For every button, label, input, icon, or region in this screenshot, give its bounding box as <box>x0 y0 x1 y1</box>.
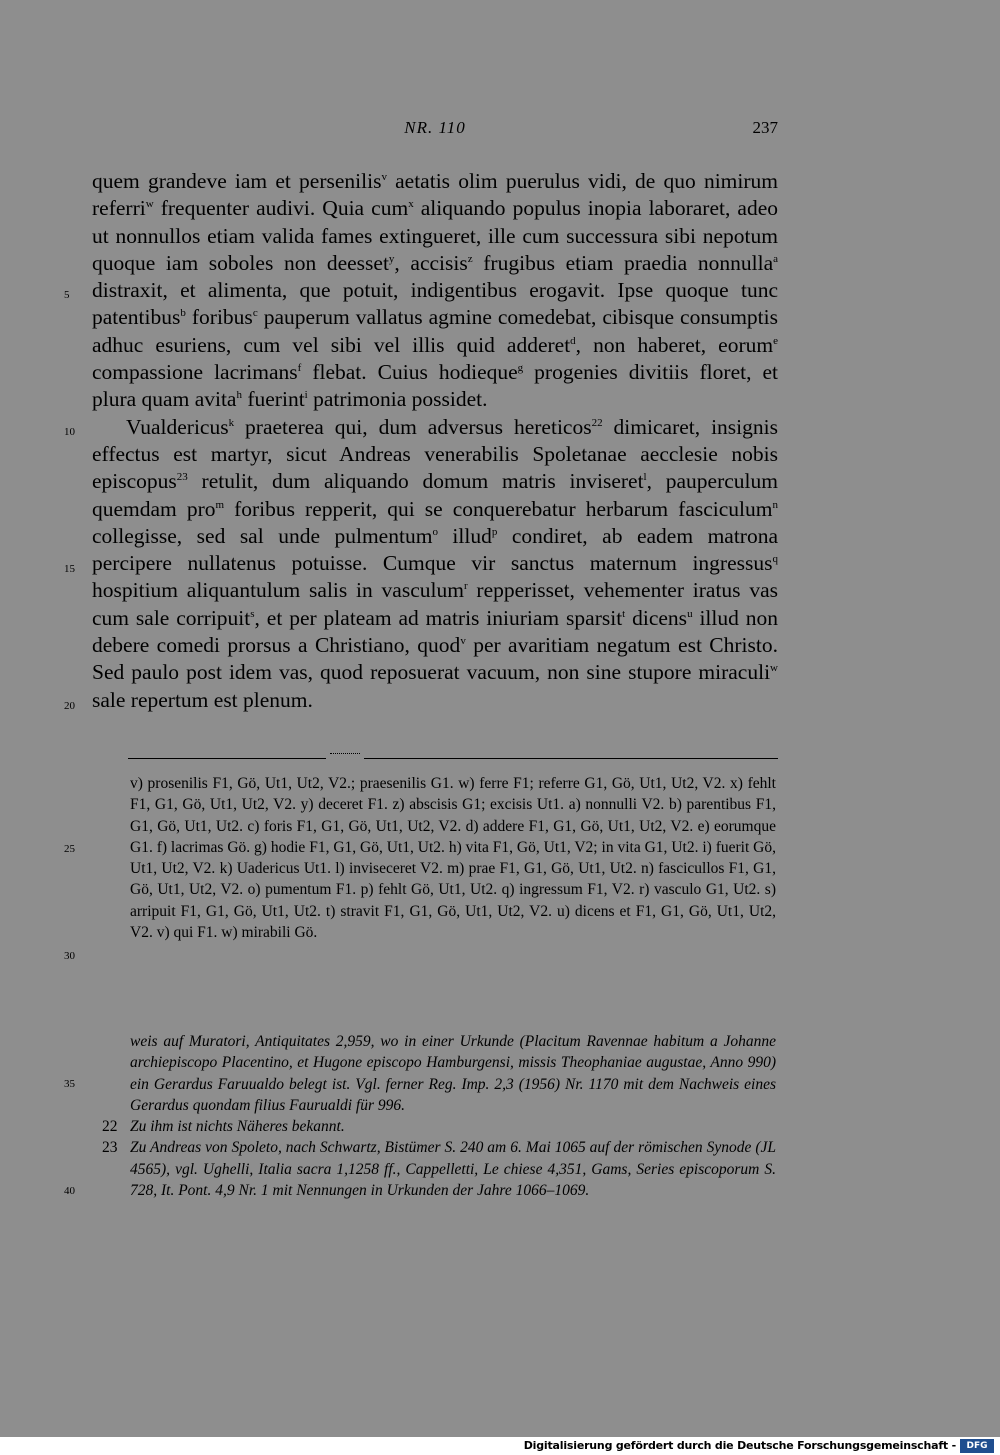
apparatus-mark: z <box>467 252 473 265</box>
paragraph-2: Vualdericus$^k$ praeterea qui, dum adversus hereticos$^{22}$ dimicaret, insignis effectus est martyr, sicut Andreas venerabilis Spoletanae aecclesie nobis episcopus$^{23}$ retulit, dum aliquando domum matris inviseret$^l$, pauperculum quemdam pro$^m$ foribus repperit, qui se conquerebatur herbarum fasciculum$^n$ collegisse, sed sal unde pulmentum$^o$ illud$^p$ condiret, ab eadem matrona percipere nullatenus potuisse. Cumque vir sanctus maternum ingressus$^q$ hospitium aliquantulum salis in vasculum$^r$ repperisset, vehementer iratus vas cum sale corripuit$^s$, et per plateam ad matris iniuriam sparsit$^t$ dicens$^u$ illud non debere comedi prorsus a Christiano, quod$^v$ per avaritiam negatum est Christo. Sed paulo post idem vas, quod reposuerat vacuum, non sine stupore miraculi$^w$ sale repertum est plenum. <box>92 414 779 712</box>
apparatus-mark: y <box>388 252 395 265</box>
line-number: 40 <box>64 1185 75 1197</box>
separator-mark <box>330 753 360 762</box>
apparatus-mark: w <box>145 198 154 211</box>
line-number: 35 <box>64 1078 75 1090</box>
note-number: 22 <box>102 1118 118 1136</box>
apparatus-mark: a <box>773 252 778 265</box>
apparatus-mark: i <box>304 389 308 402</box>
line-number: 10 <box>64 426 75 438</box>
note-number: 23 <box>102 1139 118 1157</box>
apparatus-mark: s <box>250 607 255 620</box>
note-22: 22 Zu ihm ist nichts Näheres bekannt. <box>130 1116 776 1137</box>
footer-bar <box>0 1437 1000 1455</box>
running-head <box>92 118 778 142</box>
apparatus-mark: p <box>491 525 498 538</box>
apparatus-mark: b <box>180 307 186 320</box>
footnote-mark: 23 <box>176 471 188 484</box>
line-number: 15 <box>64 563 75 575</box>
footnote-mark: 22 <box>591 416 603 429</box>
dfg-logo[interactable]: DFG <box>960 1439 994 1453</box>
separator-rule <box>364 758 778 759</box>
apparatus-mark: t <box>622 607 626 620</box>
document-number: NR. 110 <box>404 118 466 137</box>
apparatus-mark: o <box>432 525 438 538</box>
apparatus-mark: v <box>460 634 466 647</box>
apparatus-mark: d <box>570 334 576 347</box>
line-number: 30 <box>64 950 75 962</box>
separator-rule <box>128 758 326 759</box>
note-continuation: weis auf Muratori, Antiquitates 2,959, wo in einer Urkunde (Placitum Ravennae habitum a Johanne archiepiscopo Placentino, et Hugone episcopo Hamburgensi, missis Theophaniae augustae, Anno 990) ein Gerardus Faruualdo belegt ist. Vgl. ferner Reg. Imp. 2,3 (1956) Nr. 1170 mit dem Nachweis eines Gerardus quondam filius Faurualdi für 996. <box>130 1033 776 1114</box>
apparatus-mark: m <box>215 498 225 511</box>
apparatus-mark: u <box>687 607 693 620</box>
historical-notes <box>102 1031 776 1201</box>
line-number: 5 <box>64 289 70 301</box>
apparatus-mark: q <box>772 553 778 565</box>
apparatus-mark: r <box>463 580 468 593</box>
apparatus-mark: n <box>772 498 778 511</box>
apparatus-mark: v <box>381 170 387 183</box>
page-number: 237 <box>752 118 778 137</box>
main-text <box>92 168 778 714</box>
apparatus-mark: c <box>252 307 258 320</box>
line-numbers <box>0 0 80 1455</box>
apparatus-mark: l <box>643 471 647 484</box>
paragraph-1: quem grandeve iam et persenilis$^v$ aetatis olim puerulus vidi, de quo nimirum referri$^w$ frequenter audivi. Quia cum$^x$ aliquando populus inopia laboraret, adeo ut nonnullos etiam valida fames extingueret, ille cum successura sibi nepotum quoque iam soboles non deesset$^y$, accisis$^z$ frugibus etiam praedia nonnulla$^a$ distraxit, et alimenta, que potuit, indigentibus erogavit. Ipse quoque tunc patentibus$^b$ foribus$^c$ pauperum vallatus agmine comedebat, cibisque consumptis adhuc esuriens, cum vel sibi vel illis quid adderet$^d$, non haberet, eorum$^e$ compassione lacrimans$^f$ flebat. Cuius hodieque$^g$ progenies divitiis floret, et plura quam avita$^h$ fuerint$^i$ patrimonia possidet. <box>92 169 778 412</box>
line-number: 25 <box>64 843 75 855</box>
apparatus-mark: f <box>297 361 302 374</box>
apparatus-mark: x <box>408 198 414 211</box>
apparatus-mark: k <box>228 416 235 429</box>
apparatus-mark: h <box>236 389 242 402</box>
line-number: 20 <box>64 700 75 712</box>
apparatus-mark: w <box>770 662 778 675</box>
critical-apparatus: v) prosenilis F1, Gö, Ut1, Ut2, V2.; praesenilis G1. w) ferre F1; referre G1, Gö, Ut1, Ut2, V2. x) fehlt F1, G1, Gö, Ut1, Ut2, V2. y) deceret F1. z) abscisis G1; excisis Ut1. a) nonnulli V2. b) parentibus F1, G1, Gö, Ut1, Ut2. c) foris F1, G1, Gö, Ut1, Ut2, V2. d) addere F1, G1, Gö, Ut1, Ut2, V2. e) eorumque G1. f) lacrimas Gö. g) hodie F1, G1, Gö, Ut1, Ut2. h) vita F1, Gö, Ut1, V2; in vita G1, Ut2. i) fuerit Gö, Ut1, Ut2, V2. k) Uadericus Ut1. l) inviseceret V2. m) prae F1, G1, Gö, Ut1, Ut2. n) fascicullos F1, G1, Gö, Ut1, Ut2, V2. o) pumentum F1. p) fehlt Gö, Ut1, Ut2. q) ingressum F1, V2. r) vasculo G1, Ut2. s) arripuit F1, G1, Gö, Ut1, Ut2. t) stravit F1, G1, Gö, Ut1, Ut2, V2. u) dicens et F1, G1, Gö, Ut1, Ut2, V2. v) qui F1. w) mirabili Gö. <box>130 775 776 942</box>
apparatus-mark: g <box>517 361 524 374</box>
apparatus-mark: e <box>773 334 778 347</box>
funding-notice: Digitalisierung gefördert durch die Deutsche Forschungsgemeinschaft - <box>523 1439 956 1452</box>
note-23: 23 Zu Andreas von Spoleto, nach Schwartz, Bistümer S. 240 am 6. Mai 1065 auf der römischen Synode (JL 4565), vgl. Ughelli, Italia sacra 1,1258 ff., Cappelletti, Le chiese 4,351, Gams, Series episcoporum S. 728, It. Pont. 4,9 Nr. 1 mit Nennungen in Urkunden der Jahre 1066–1069. <box>102 1139 776 1200</box>
